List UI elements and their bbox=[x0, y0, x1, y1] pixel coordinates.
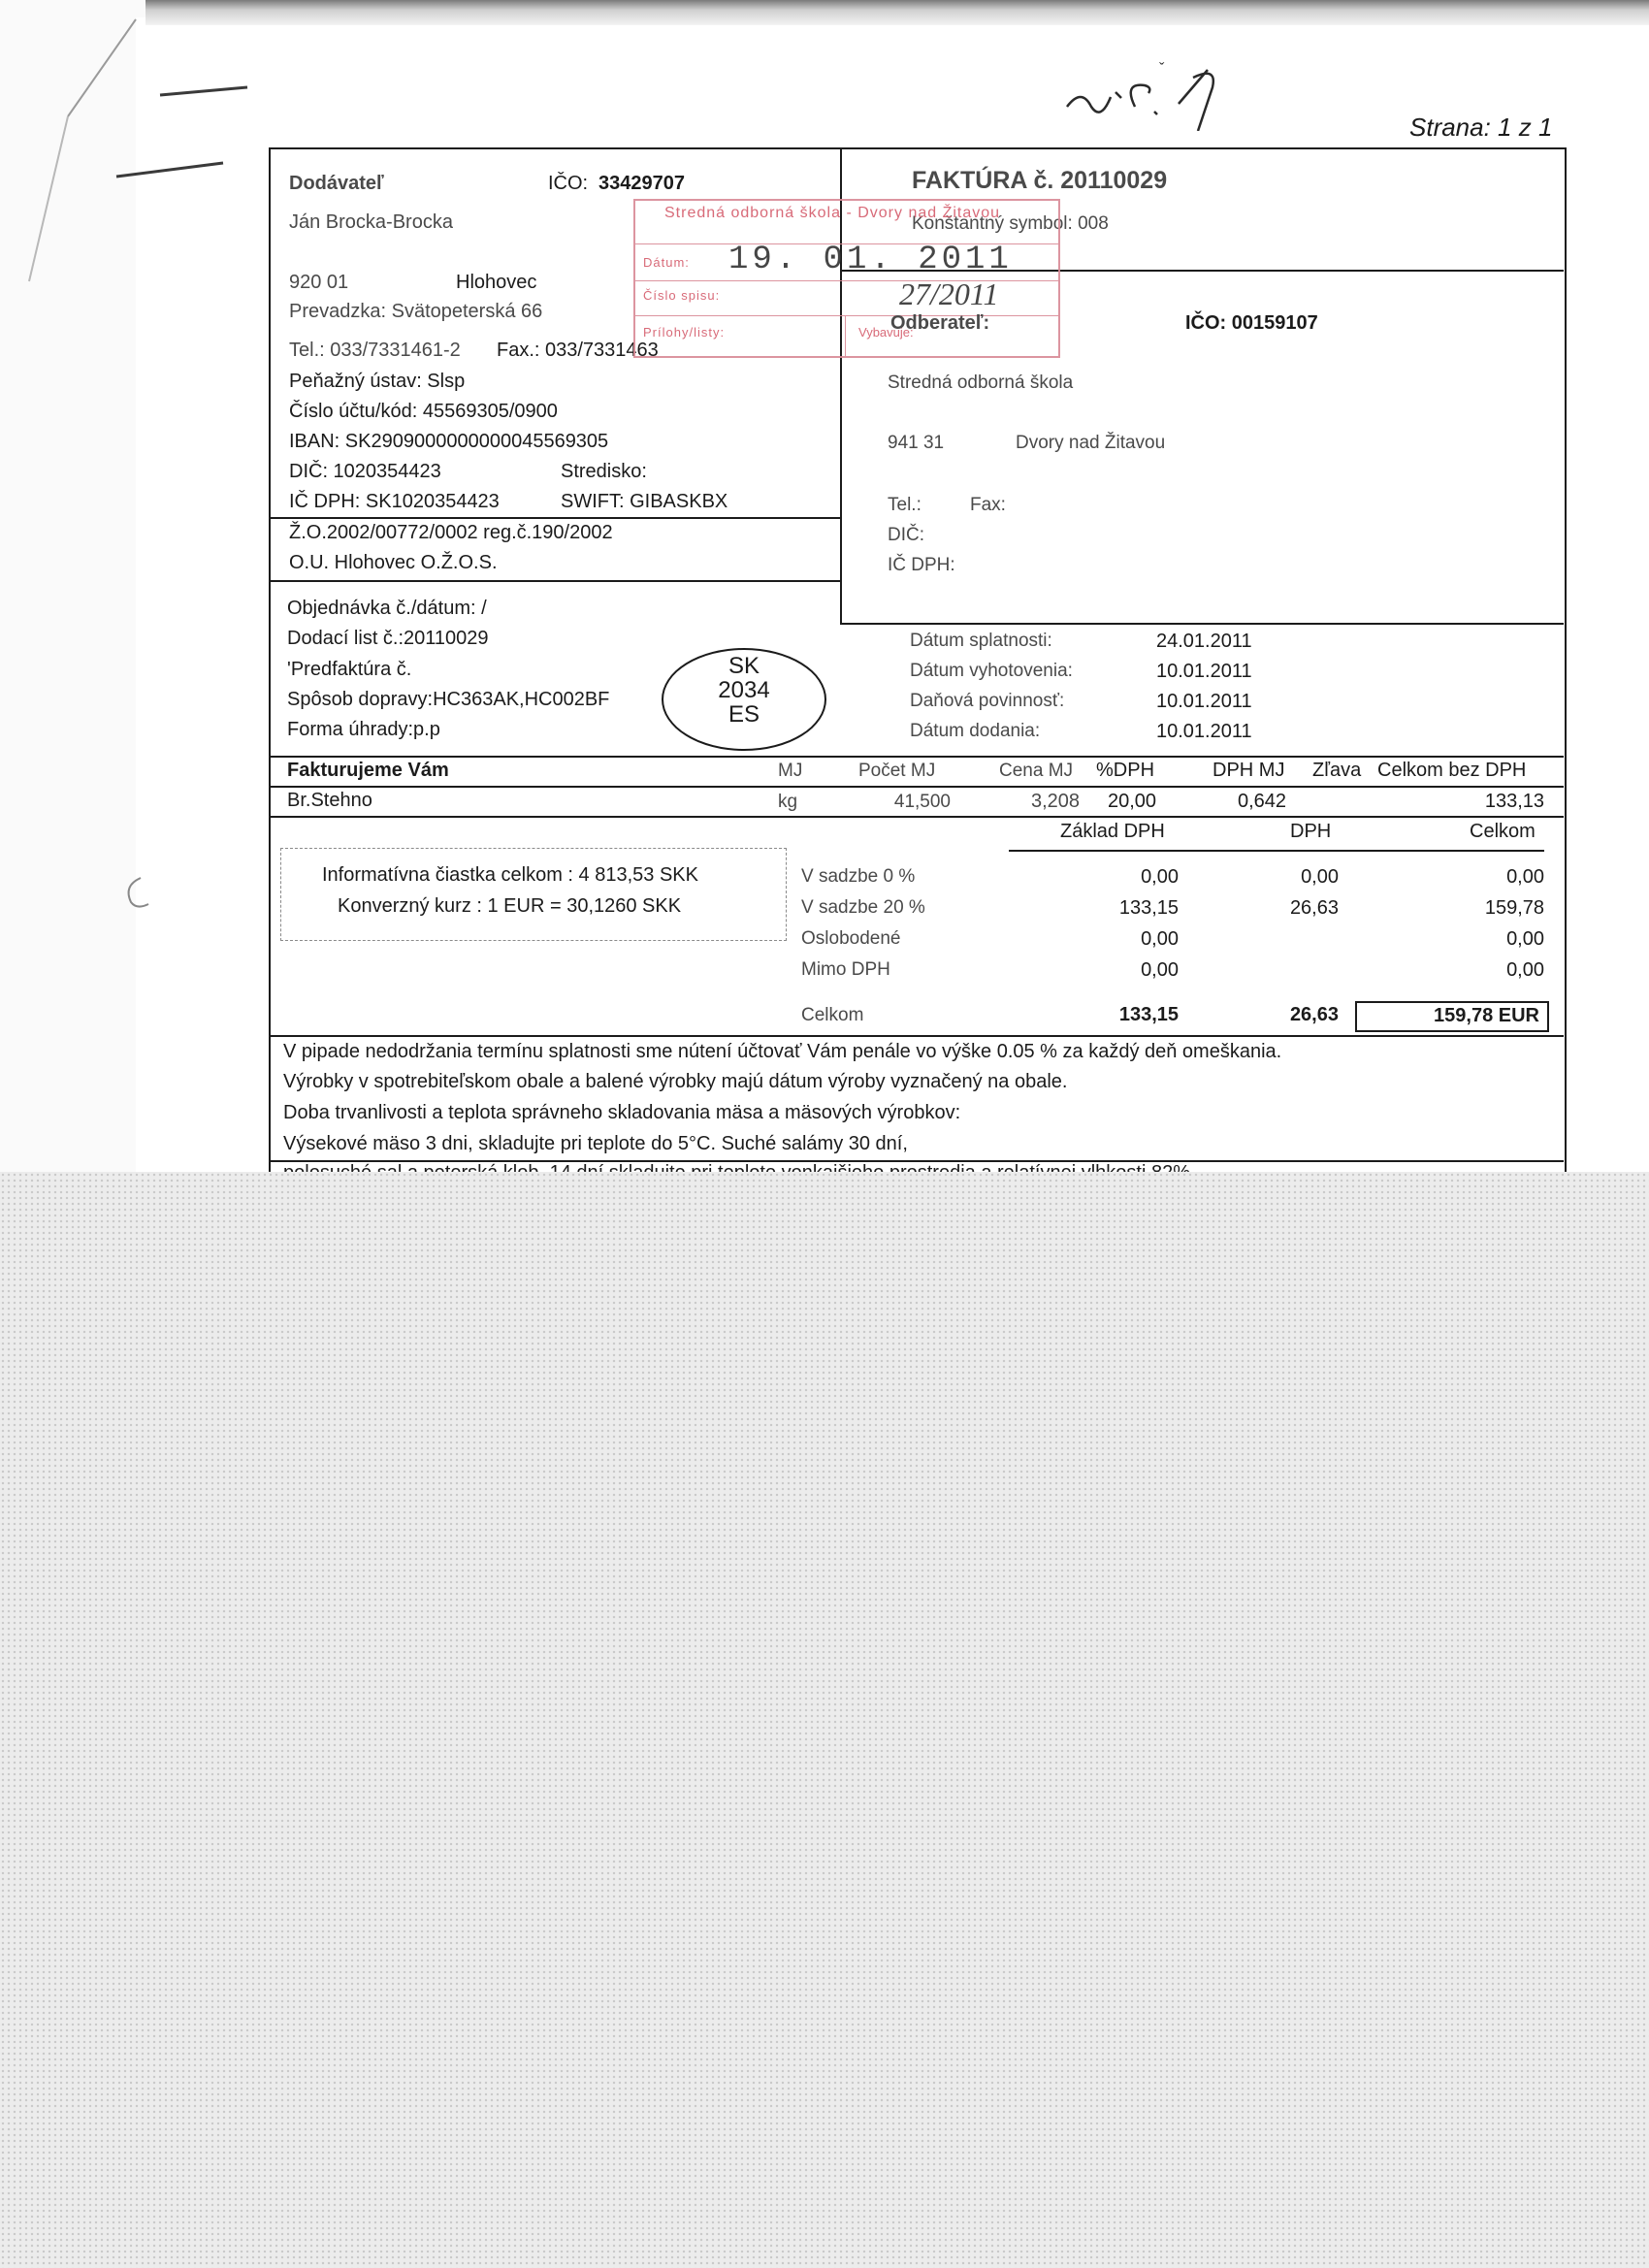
vat20-base: 133,15 bbox=[1118, 897, 1179, 919]
grand-total: 159,78 EUR bbox=[1434, 1005, 1539, 1026]
due-date-label: Dátum splatnosti: bbox=[910, 631, 1052, 651]
grand-vat: 26,63 bbox=[1289, 1004, 1339, 1025]
handwritten-note bbox=[1057, 53, 1280, 131]
supplier-account: Číslo účtu/kód: 45569305/0900 bbox=[289, 401, 558, 422]
exempt-label: Oslobodené bbox=[801, 928, 901, 949]
proforma-number: 'Predfaktúra č. bbox=[287, 659, 412, 680]
col-price: Cena MJ bbox=[999, 761, 1074, 781]
col-vat-unit: DPH MJ bbox=[1212, 760, 1285, 781]
grand-base: 133,15 bbox=[1118, 1004, 1179, 1025]
supplier-iban: IBAN: SK2909000000000045569305 bbox=[289, 431, 609, 452]
registry-date-value: 19. 01. 2011 bbox=[728, 242, 1013, 278]
items-top-rule bbox=[269, 756, 1564, 758]
issue-date-value: 10.01.2011 bbox=[1156, 661, 1252, 682]
summary-col-total: Celkom bbox=[1470, 821, 1536, 842]
note-storage-heading: Doba trvanlivosti a teplota správneho skladovania mäsa a mäsových výrobkov: bbox=[283, 1102, 961, 1123]
supplier-swift: SWIFT: GIBASKBX bbox=[561, 491, 728, 512]
summary-header-rule bbox=[1009, 850, 1544, 852]
summary-col-base: Základ DPH bbox=[1060, 821, 1165, 842]
payment-method: Forma úhrady:p.p bbox=[287, 719, 440, 740]
exchange-info-box bbox=[280, 848, 787, 941]
supplier-city: Hlohovec bbox=[456, 272, 537, 293]
grand-total-label: Celkom bbox=[801, 1005, 864, 1025]
col-discount: Zľava bbox=[1312, 760, 1362, 781]
summary-bottom-rule bbox=[269, 1035, 1564, 1037]
col-total: Celkom bez DPH bbox=[1377, 760, 1527, 781]
supplier-ico-label: IČO: bbox=[548, 173, 589, 194]
note-penalty: V pipade nedodržania termínu splatnosti sme nútení účtovať Vám penále vo výške 0.05 % za každý deň omeškania. bbox=[283, 1041, 1282, 1062]
customer-ico: IČO: 00159107 bbox=[1185, 312, 1318, 334]
supplier-center: Stredisko: bbox=[561, 461, 647, 482]
items-bottom-rule bbox=[269, 816, 1564, 818]
col-qty: Počet MJ bbox=[858, 761, 936, 781]
items-header-rule bbox=[269, 786, 1564, 788]
registry-attach-label: Prílohy/listy: bbox=[643, 325, 726, 340]
due-date-value: 24.01.2011 bbox=[1156, 631, 1252, 652]
grand-total-box bbox=[1355, 1001, 1549, 1032]
summary-col-vat: DPH bbox=[1290, 821, 1332, 842]
svg-text:ˇ: ˇ bbox=[1159, 60, 1165, 77]
supplier-divider-2 bbox=[269, 580, 841, 582]
info-rate: Konverzný kurz : 1 EUR = 30,1260 SKK bbox=[338, 895, 682, 917]
constant-symbol: Konštantný symbol: 008 bbox=[912, 213, 1109, 234]
customer-ic-dph-label: IČ DPH: bbox=[888, 555, 955, 575]
row-total: 133,13 bbox=[1484, 791, 1544, 812]
registry-stamp bbox=[633, 199, 1060, 358]
outside-vat-label: Mimo DPH bbox=[801, 959, 890, 980]
supplier-ic-dph: IČ DPH: SK1020354423 bbox=[289, 491, 500, 512]
outside-vat-base: 0,00 bbox=[1141, 959, 1179, 981]
exempt-base: 0,00 bbox=[1141, 928, 1179, 950]
scan-edge-marks bbox=[0, 0, 291, 970]
delivery-note: Dodací list č.:20110029 bbox=[287, 628, 489, 649]
delivery-date-label: Dátum dodania: bbox=[910, 721, 1041, 741]
supplier-postcode: 920 01 bbox=[289, 272, 349, 293]
customer-fax-label: Fax: bbox=[970, 495, 1006, 515]
supplier-ico-value: 33429707 bbox=[598, 173, 685, 194]
tax-date-value: 10.01.2011 bbox=[1156, 691, 1252, 712]
supplier-name: Ján Brocka-Brocka bbox=[289, 211, 453, 233]
row-vat-pct: 20,00 bbox=[1108, 791, 1157, 812]
oval-stamp bbox=[662, 648, 826, 751]
delivery-date-value: 10.01.2011 bbox=[1156, 721, 1252, 742]
customer-name: Stredná odborná škola bbox=[888, 373, 1074, 393]
oval-stamp-line2: 2034 bbox=[718, 677, 770, 703]
supplier-bank: Peňažný ústav: Slsp bbox=[289, 371, 466, 392]
supplier-reg-no: Ž.O.2002/00772/0002 reg.č.190/2002 bbox=[289, 522, 613, 543]
page-indicator: Strana: 1 z 1 bbox=[1409, 113, 1553, 142]
supplier-heading: Dodávateľ bbox=[289, 173, 384, 194]
registry-file-label: Číslo spisu: bbox=[643, 288, 721, 303]
vat20-vat: 26,63 bbox=[1289, 897, 1339, 919]
col-item: Fakturujeme Vám bbox=[287, 760, 449, 781]
note-packaging: Výrobky v spotrebiteľskom obale a balené výrobky majú dátum výroby vyznačený na obale. bbox=[283, 1071, 1068, 1092]
issue-date-label: Dátum vyhotovenia: bbox=[910, 661, 1073, 681]
registry-handler-label: Vybavuje: bbox=[858, 325, 914, 340]
row-unit: kg bbox=[778, 792, 798, 812]
customer-city: Dvory nad Žitavou bbox=[1016, 433, 1166, 453]
transport-method: Spôsob dopravy:HC363AK,HC002BF bbox=[287, 689, 610, 710]
customer-heading: Odberateľ: bbox=[890, 312, 990, 334]
scan-top-shadow bbox=[146, 0, 1649, 25]
supplier-dic: DIČ: 1020354423 bbox=[289, 461, 441, 482]
supplier-divider-1 bbox=[269, 517, 841, 519]
outside-vat-total: 0,00 bbox=[1506, 959, 1544, 981]
col-vat-pct: %DPH bbox=[1096, 760, 1155, 781]
oval-stamp-line1: SK bbox=[728, 653, 760, 679]
row-qty: 41,500 bbox=[893, 792, 951, 812]
invoice-title: FAKTÚRA č. 20110029 bbox=[912, 167, 1168, 194]
empty-scan-area bbox=[0, 1172, 1649, 2268]
vat0-vat: 0,00 bbox=[1301, 866, 1339, 888]
order-number: Objednávka č./dátum: / bbox=[287, 598, 487, 619]
col-unit: MJ bbox=[778, 761, 803, 781]
notes-rule bbox=[269, 1160, 1564, 1162]
vat20-total: 159,78 bbox=[1484, 897, 1544, 919]
tax-date-label: Daňová povinnosť: bbox=[910, 691, 1065, 711]
row-vat-unit: 0,642 bbox=[1238, 791, 1287, 812]
registry-file-value: 27/2011 bbox=[899, 276, 999, 311]
customer-phone-label: Tel.: bbox=[888, 495, 922, 515]
vat0-base: 0,00 bbox=[1141, 866, 1179, 888]
oval-stamp-line3: ES bbox=[728, 701, 760, 728]
registry-stamp-header: Stredná odborná škola - Dvory nad Žitavou bbox=[664, 205, 1001, 221]
supplier-office: O.U. Hlohovec O.Ž.O.S. bbox=[289, 552, 498, 573]
row-item: Br.Stehno bbox=[287, 790, 372, 811]
exempt-total: 0,00 bbox=[1506, 928, 1544, 950]
row-price: 3,208 bbox=[1031, 791, 1081, 812]
supplier-phone: Tel.: 033/7331461-2 bbox=[289, 340, 461, 361]
supplier-branch: Prevadzka: Svätopeterská 66 bbox=[289, 301, 543, 322]
vat20-label: V sadzbe 20 % bbox=[801, 897, 925, 918]
vat0-label: V sadzbe 0 % bbox=[801, 866, 916, 887]
customer-dic-label: DIČ: bbox=[888, 525, 924, 545]
info-total: Informatívna čiastka celkom : 4 813,53 SKK bbox=[322, 864, 698, 886]
supplier-fax: Fax.: 033/7331463 bbox=[497, 340, 659, 361]
registry-date-label: Dátum: bbox=[643, 255, 690, 270]
customer-postcode: 941 31 bbox=[888, 433, 945, 453]
note-storage-meat: Výsekové mäso 3 dni, skladujte pri teplote do 5°C. Suché salámy 30 dní, bbox=[283, 1133, 908, 1154]
vat0-total: 0,00 bbox=[1506, 866, 1544, 888]
